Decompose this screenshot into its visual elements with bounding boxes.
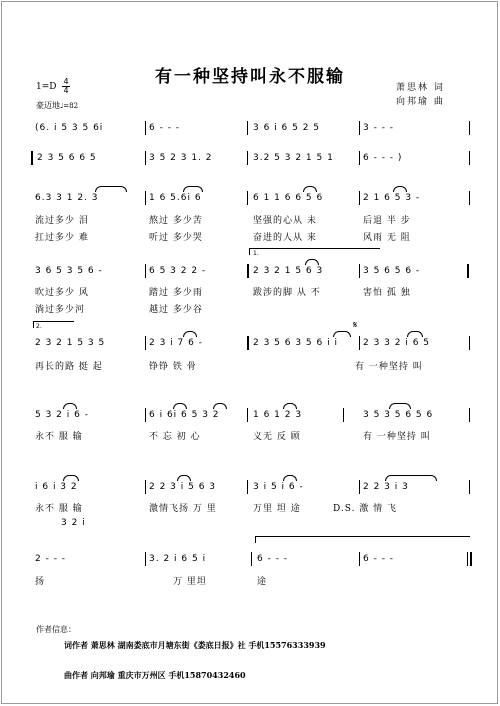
tempo-marking: 豪迈地: [36, 101, 60, 110]
measure: 2 - - -: [35, 554, 67, 564]
meter-top: 4: [63, 77, 69, 86]
barline: [469, 408, 470, 422]
slur: [63, 475, 79, 481]
barline: [359, 336, 360, 350]
key-signature: 1=D: [36, 82, 57, 92]
slur: [95, 186, 127, 192]
slur: [177, 475, 191, 481]
lyric: D.S. 激 情 飞: [333, 504, 398, 514]
slur: [173, 403, 187, 409]
barline: [343, 408, 344, 422]
author-info-composer: 曲作者 向邦瑜 重庆市万州区 手机15870432460: [64, 670, 246, 680]
lyric: 害怕 孤 独: [363, 288, 411, 298]
lyric: 听过 多少哭: [149, 233, 203, 243]
lyric: 风雨 无 阻: [363, 233, 411, 243]
slur: [183, 331, 197, 337]
measure: 6 5 3 2 2 -: [149, 266, 207, 276]
measure: 6 i 6i 6 5 3 2: [149, 410, 220, 420]
lyric: 熬过 多少苦: [149, 216, 203, 226]
barline: [145, 480, 146, 494]
measure: 5 3 2 i 6 -: [35, 410, 89, 420]
barline: [251, 552, 252, 566]
repeat-end: [467, 264, 469, 278]
lyric: 不 忘 初 心: [149, 432, 201, 442]
lyric: 有 一种坚持 叫: [363, 432, 431, 442]
measure: 2 2 3 i 3: [363, 482, 409, 492]
measure: 3 5 2 3 1. 2: [149, 153, 213, 163]
lyric: 坚强的心从 未: [253, 216, 317, 226]
barline: [145, 264, 146, 278]
lyric: 跋涉的脚 从 不: [253, 288, 321, 298]
measure: 6 - - -: [257, 554, 289, 564]
measure: i 6 i 3 2: [35, 482, 78, 492]
lyric: 万 里坦: [173, 577, 207, 587]
measure: 2 1 6 5 3 -: [363, 193, 421, 203]
barline: [145, 408, 146, 422]
measure: 6 - - -: [363, 554, 395, 564]
barline: [359, 480, 360, 494]
slur: [283, 403, 297, 409]
measure: 2 3 3 2 i 6 5: [363, 338, 431, 348]
barline: [247, 151, 248, 165]
measure: 6 - - - ): [363, 153, 403, 163]
barline: [359, 151, 360, 165]
lyric: 永不 服 输: [35, 504, 83, 514]
measure: (6. i 5 3 5 6i: [35, 123, 104, 133]
slur: [407, 331, 423, 337]
slur: [303, 186, 317, 192]
measure: 3.2 5 3 2 1 5 1: [253, 153, 334, 163]
measure: 2 3 i 7 6 -: [149, 338, 203, 348]
lyric: 吹过多少 风: [35, 288, 89, 298]
author-info-heading: 作者信息：: [36, 625, 76, 634]
measure: 3 6 i 6 5 2 5: [253, 123, 321, 133]
measure: 2 3 5 6 6 5: [37, 153, 97, 163]
author-info-lyricist: 词作者 萧思林 湖南娄底市月塘东街《娄底日报》社 手机15576333939: [64, 640, 326, 650]
barline: [247, 264, 249, 278]
slur: [63, 403, 77, 409]
segno-icon: 𝄋: [353, 320, 358, 331]
barline: [359, 552, 360, 566]
barline: [247, 480, 248, 494]
measure: 6.3 3 1 2. 3: [35, 193, 99, 203]
lyric: 再长的路 挺 起: [35, 362, 103, 372]
lyric: 永不 服 输: [35, 432, 83, 442]
ending-bracket: [255, 536, 470, 543]
slur: [385, 475, 437, 481]
lyric: 途: [257, 577, 268, 587]
measure: 3. 2 i 6 5 i: [149, 554, 207, 564]
final-barline-thick: [470, 552, 472, 566]
barline: [359, 191, 360, 205]
measure: 1 6 5.6i 6: [149, 193, 202, 203]
lyric: 义无 反 顾: [253, 432, 301, 442]
lyric: 激情飞扬 万 里: [149, 504, 217, 514]
volta-bracket: [249, 248, 380, 255]
slur: [183, 186, 203, 192]
lyric: 踏过 多少雨: [149, 288, 203, 298]
measure: 2 3 2 1 5 6 3: [253, 266, 324, 276]
measure: 2 2 3 i 5 6 3: [149, 482, 217, 492]
lyric: 万里 坦 途: [253, 504, 301, 514]
barline: [469, 336, 470, 350]
barline: [469, 191, 470, 205]
volta-label: 1.: [253, 250, 259, 257]
slur: [305, 259, 319, 265]
tempo-speed: ♩=82: [60, 102, 79, 110]
measure: 3 5 6 5 6 -: [363, 266, 421, 276]
measure: 3 - - -: [363, 123, 395, 133]
lyric: 流过多少 泪: [35, 216, 89, 226]
barline: [145, 191, 146, 205]
composer-credit: 向邦瑜 曲: [396, 97, 445, 107]
alternate-notes: 3 2 i: [61, 518, 86, 528]
lyricist-credit: 萧思林 词: [396, 83, 445, 93]
slur: [393, 186, 407, 192]
barline: [359, 264, 360, 278]
measure: 6 1 1 6 6 5 6: [253, 193, 324, 203]
volta-label: 2.: [36, 323, 42, 330]
measure: 3 i 5 i 6 -: [253, 482, 304, 492]
slur: [333, 331, 351, 337]
lyric: 淌过多少河: [35, 305, 86, 315]
barline: [359, 121, 360, 135]
barline: [247, 121, 248, 135]
measure: 3 6 5 3 5 6 -: [35, 266, 103, 276]
song-title: 有一种坚持叫永不服输: [155, 67, 345, 87]
barline: [145, 121, 146, 135]
measure: 2 3 2 1 5 3 5: [35, 338, 106, 348]
measure: 2 3 5 6 3 5 6 i i: [253, 338, 338, 348]
barline: [145, 552, 146, 566]
lyric: 铮铮 铁 骨: [149, 362, 197, 372]
barline: [247, 191, 248, 205]
lyric: 奋进的人从 来: [253, 233, 317, 243]
measure: 3 5 3 5 6 5 6: [363, 410, 434, 420]
lyric: 有 一种坚持 叫: [355, 362, 423, 372]
measure: 6 - - -: [149, 123, 181, 133]
barline: [469, 151, 470, 165]
lyric: 越过 多少谷: [149, 305, 203, 315]
barline: [469, 121, 470, 135]
lyric: 后退 半 步: [363, 216, 411, 226]
barline: [145, 336, 146, 350]
barline: [247, 408, 248, 422]
time-signature: [61, 78, 71, 95]
repeat-start: [31, 151, 33, 165]
meter-bottom: 4: [63, 86, 69, 95]
slur: [389, 403, 411, 409]
barline: [469, 480, 470, 494]
final-barline: [467, 552, 468, 566]
measure: 1 6 1 2 3: [253, 410, 303, 420]
barline: [247, 336, 249, 350]
barline: [145, 151, 146, 165]
slur: [213, 403, 227, 409]
lyric: 扬: [35, 577, 46, 587]
slur: [283, 475, 297, 481]
lyric: 扛过多少 难: [35, 233, 89, 243]
